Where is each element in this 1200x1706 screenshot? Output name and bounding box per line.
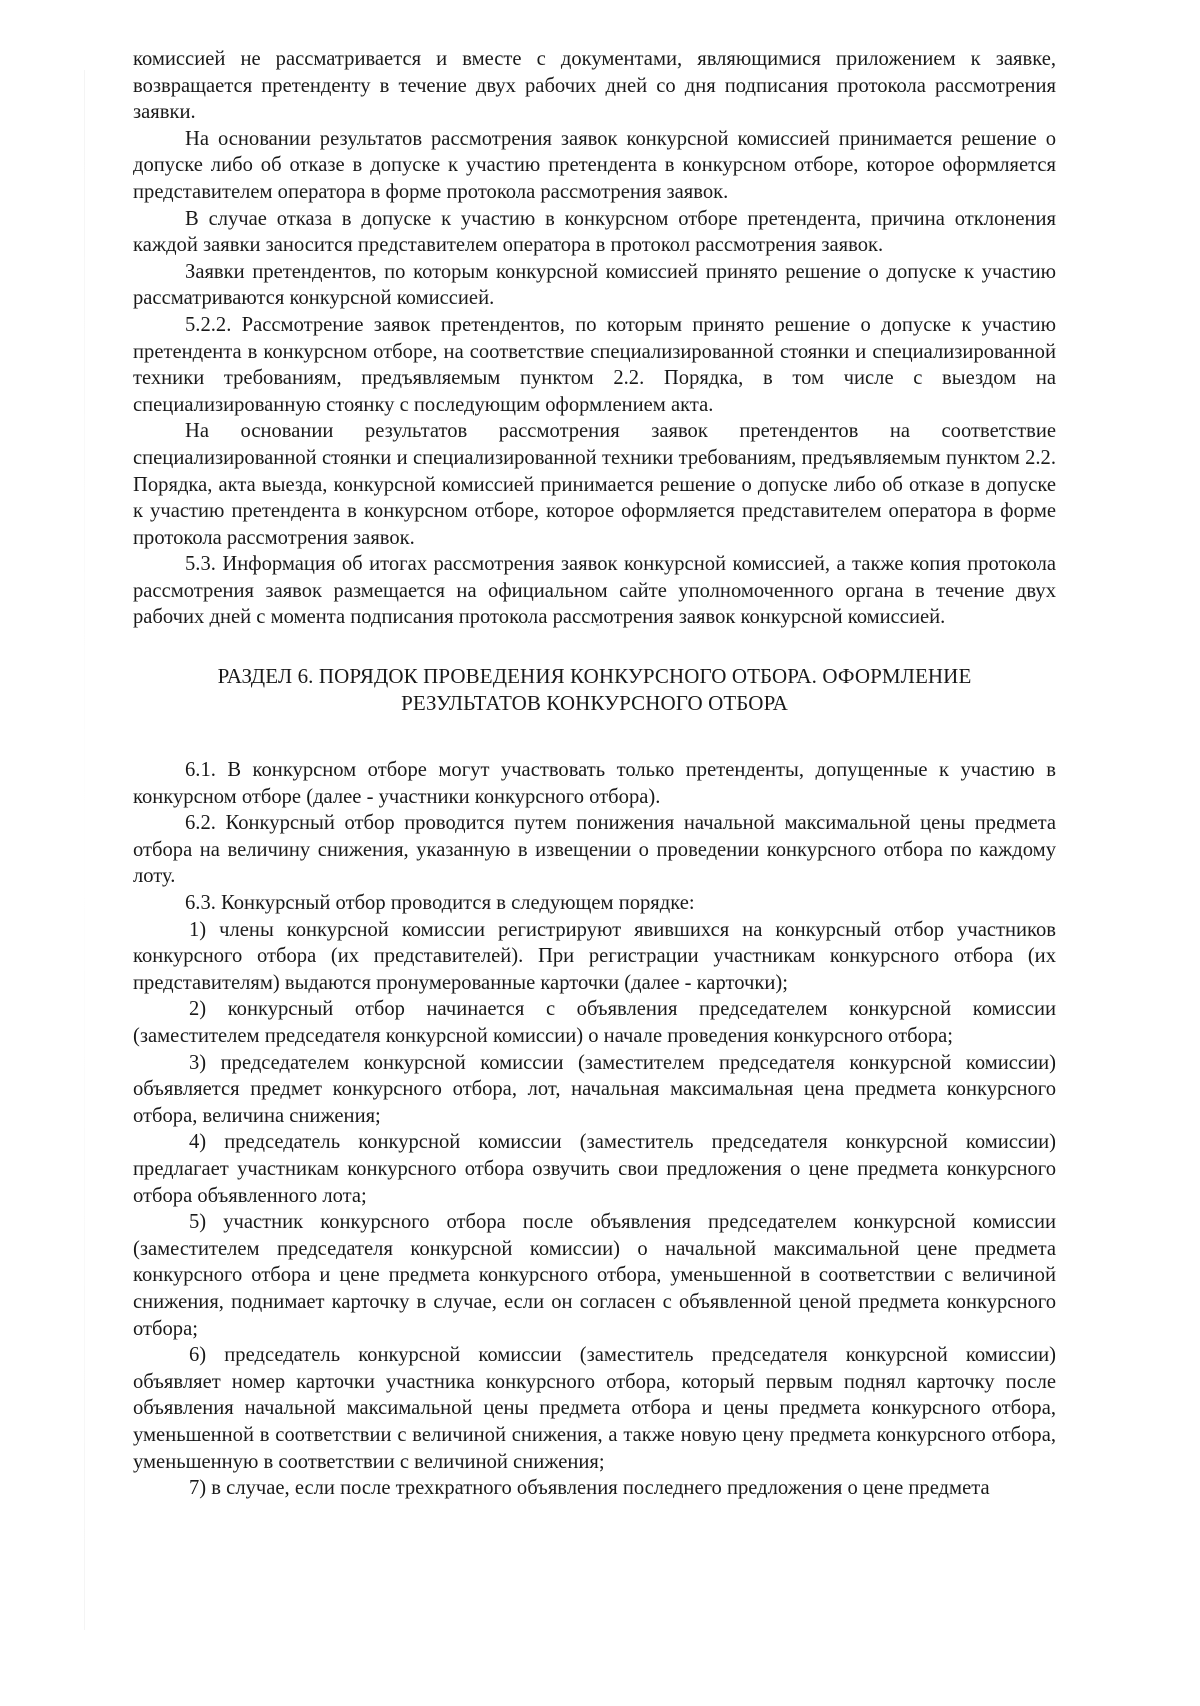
section-heading	[133, 663, 1056, 717]
list-item: 1) члены конкурсной комиссии регистрируют явившихся на конкурсный отбор участников конкурсного отбора (их представителей). При регистрации участникам конкурсного отбора (их представителям) выдаются пронумерованные карточки (далее - карточки);	[133, 918, 1056, 994]
list-item: 4) председатель конкурсной комиссии (заместитель председателя конкурсной комиссии) предлагает участникам конкурсного отбора озвучить свои предложения о цене предмета конкурсного отбора объявленного лота;	[133, 1131, 1056, 1207]
paragraph: 6.2. Конкурсный отбор проводится путем понижения начальной максимальной цены предмета отбора на величину снижения, указанную в извещении о проведении конкурсного отбора по каждому лоту.	[133, 812, 1056, 888]
scan-edge-shadow	[84, 70, 85, 1630]
paragraph: На основании результатов рассмотрения заявок претендентов на соответствие специализированной стоянки и специализированной техники требованиям, предъявляемым пунктом 2.2. Порядка, акта выезда, конкурсной комиссией принимается решение о допуске либо об отказе в допуске к участию претендента в конкурсном отборе, которое оформляется представителем оператора в форме протокола рассмотрения заявок.	[133, 420, 1056, 549]
paragraph: 6.3. Конкурсный отбор проводится в следующем порядке:	[185, 892, 695, 915]
list-item: 6) председатель конкурсной комиссии (заместитель председателя конкурсной комиссии) объявляет номер карточки участника конкурсного отбора, который первым поднял карточку после объявления начальной максимальной цены предмета отбора и цены предмета конкурсного отбора, уменьшенной в соответствии с величиной снижения, а также новую цену предмета конкурсного отбора, уменьшенную в соответствии с величиной снижения;	[133, 1344, 1056, 1473]
list-item: 2) конкурсный отбор начинается с объявления председателем конкурсной комиссии (заместителем председателя конкурсной комиссии) о начале проведения конкурсного отбора;	[133, 998, 1056, 1047]
section-heading-line: РЕЗУЛЬТАТОВ КОНКУРСНОГО ОТБОРА	[401, 691, 788, 716]
paragraph: Заявки претендентов, по которым конкурсной комиссией принято решение о допуске к участию рассматриваются конкурсной комиссией.	[133, 260, 1056, 310]
paragraph: комиссией не рассматривается и вместе с документами, являющимися приложением к заявке, возвращается претенденту в течение двух рабочих дней со дня подписания протокола рассмотрения заявки.	[133, 48, 1056, 124]
document-body	[133, 46, 1056, 1502]
paragraph: В случае отказа в допуске к участию в конкурсном отборе претендента, причина отклонения каждой заявки заносится представителем оператора в протокол рассмотрения заявок.	[133, 207, 1056, 257]
paragraph: 6.1. В конкурсном отборе могут участвовать только претенденты, допущенные к участию в конкурсном отборе (далее - участники конкурсного отбора).	[133, 759, 1056, 808]
list-item: 5) участник конкурсного отбора после объявления председателем конкурсной комиссии (заместителем председателя конкурсной комиссии) о начальной максимальной цене предмета конкурсного отбора и цене предмета конкурсного отбора, уменьшенной в соответствии с величиной снижения, поднимает карточку в случае, если он согласен с объявленной ценой предмета конкурсного отбора;	[133, 1211, 1056, 1340]
list-item: 7) в случае, если после трехкратного объявления последнего предложения о цене предмета	[189, 1477, 990, 1500]
paragraph: 5.2.2. Рассмотрение заявок претендентов, по которым принято решение о допуске к участию претендента в конкурсном отборе, на соответствие специализированной стоянки и специализированной техники требованиям, предъявляемым пунктом 2.2. Порядка, в том числе с выездом на специализированную стоянку с последующим оформлением акта.	[133, 313, 1056, 416]
paragraph: 5.3. Информация об итогах рассмотрения заявок конкурсной комиссией, а также копия протокола рассмотрения заявок размещается на официальном сайте уполномоченного органа в течение двух рабочих дней с момента подписания протокола рассмотрения заявок конкурсной комиссией.	[133, 553, 1056, 629]
list-item: 3) председателем конкурсной комиссии (заместителем председателя конкурсной комиссии) объявляется предмет конкурсного отбора, лот, начальная максимальная цена предмета конкурсного отбора, величина снижения;	[133, 1051, 1056, 1127]
paragraph: На основании результатов рассмотрения заявок конкурсной комиссией принимается решение о допуске либо об отказе в допуске к участию претендента в конкурсном отборе, которое оформляется представителем оператора в форме протокола рассмотрения заявок.	[133, 127, 1056, 203]
section-heading-line: РАЗДЕЛ 6. ПОРЯДОК ПРОВЕДЕНИЯ КОНКУРСНОГО ОТБОРА. ОФОРМЛЕНИЕ	[217, 664, 972, 689]
